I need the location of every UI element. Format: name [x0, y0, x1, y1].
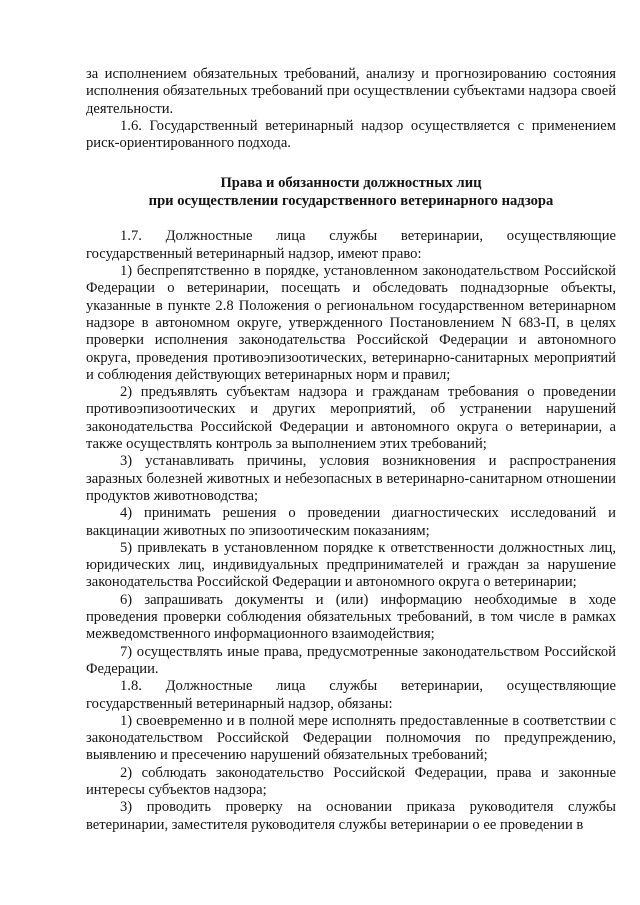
rights-item-1: 1) беспрепятственно в порядке, установленном законодательством Российской Федерации о ветеринарии, посещать и обследовать поднадзорные объекты, указанные в пункте 2.8 Положения о региональном государственном ветеринарном надзоре в автономном округе, утвержденного Постановлением N 683-П, в целях проверки исполнения законодательства Российской Федерации и автономного округа, проведения противоэпизоотических, ветеринарно-санитарных мероприятий и соблюдения действующих ветеринарных норм и правил; — [86, 263, 616, 383]
paragraph-1-8-lead: 1.8. Должностные лица службы ветеринарии, осуществляющие государственный ветеринарный надзор, обязаны: — [86, 678, 616, 712]
section-heading — [86, 174, 616, 210]
paragraph-1-6: 1.6. Государственный ветеринарный надзор осуществляется с применением риск-ориентированного подхода. — [86, 117, 616, 152]
rights-item-2: 2) предъявлять субъектам надзора и гражданам требования о проведении противоэпизоотических и других мероприятий, об устранении нарушений законодательства Российской Федерации и автономного округа о ветеринарии, а также осуществлять контроль за выполнением этих требований; — [86, 384, 616, 453]
duties-item-1: 1) своевременно и в полной мере исполнять предоставленные в соответствии с законодательством Российской Федерации полномочия по предупреждению, выявлению и пресечению нарушений обязательных требований; — [86, 712, 616, 764]
document-body — [86, 66, 616, 834]
section-heading-line-2: при осуществлении государственного ветеринарного надзора — [148, 193, 554, 210]
section-heading-line-1: Права и обязанности должностных лиц — [220, 175, 482, 192]
rights-item-7: 7) осуществлять иные права, предусмотренные законодательством Российской Федерации. — [86, 643, 616, 677]
rights-item-4: 4) принимать решения о проведении диагностических исследований и вакцинации животных по эпизоотическим показаниям; — [86, 505, 616, 539]
rights-item-6: 6) запрашивать документы и (или) информацию необходимые в ходе проведения проверки соблюдения обязательных требований, в том числе в рамках межведомственного информационного взаимодействия; — [86, 591, 616, 643]
rights-item-3: 3) устанавливать причины, условия возникновения и распространения заразных болезней животных и небезопасных в ветеринарно-санитарном отношении продуктов животноводства; — [86, 453, 616, 504]
paragraph-1-7-lead: 1.7. Должностные лица службы ветеринарии, осуществляющие государственный ветеринарный надзор, имеют право: — [86, 228, 616, 262]
rights-item-5: 5) привлекать в установленном порядке к ответственности должностных лиц, юридических лиц, индивидуальных предпринимателей и граждан за нарушение законодательства Российской Федерации и автономного округа о ветеринарии; — [86, 539, 616, 591]
duties-item-3: 3) проводить проверку на основании приказа руководителя службы ветеринарии, заместителя руководителя службы ветеринарии о ее проведении в — [86, 799, 616, 833]
duties-item-2: 2) соблюдать законодательство Российской Федерации, права и законные интересы субъектов надзора; — [86, 764, 616, 798]
paragraph-continuation: за исполнением обязательных требований, анализу и прогнозированию состояния исполнения обязательных требований при осуществлении субъектами надзора своей деятельности. — [86, 66, 616, 117]
